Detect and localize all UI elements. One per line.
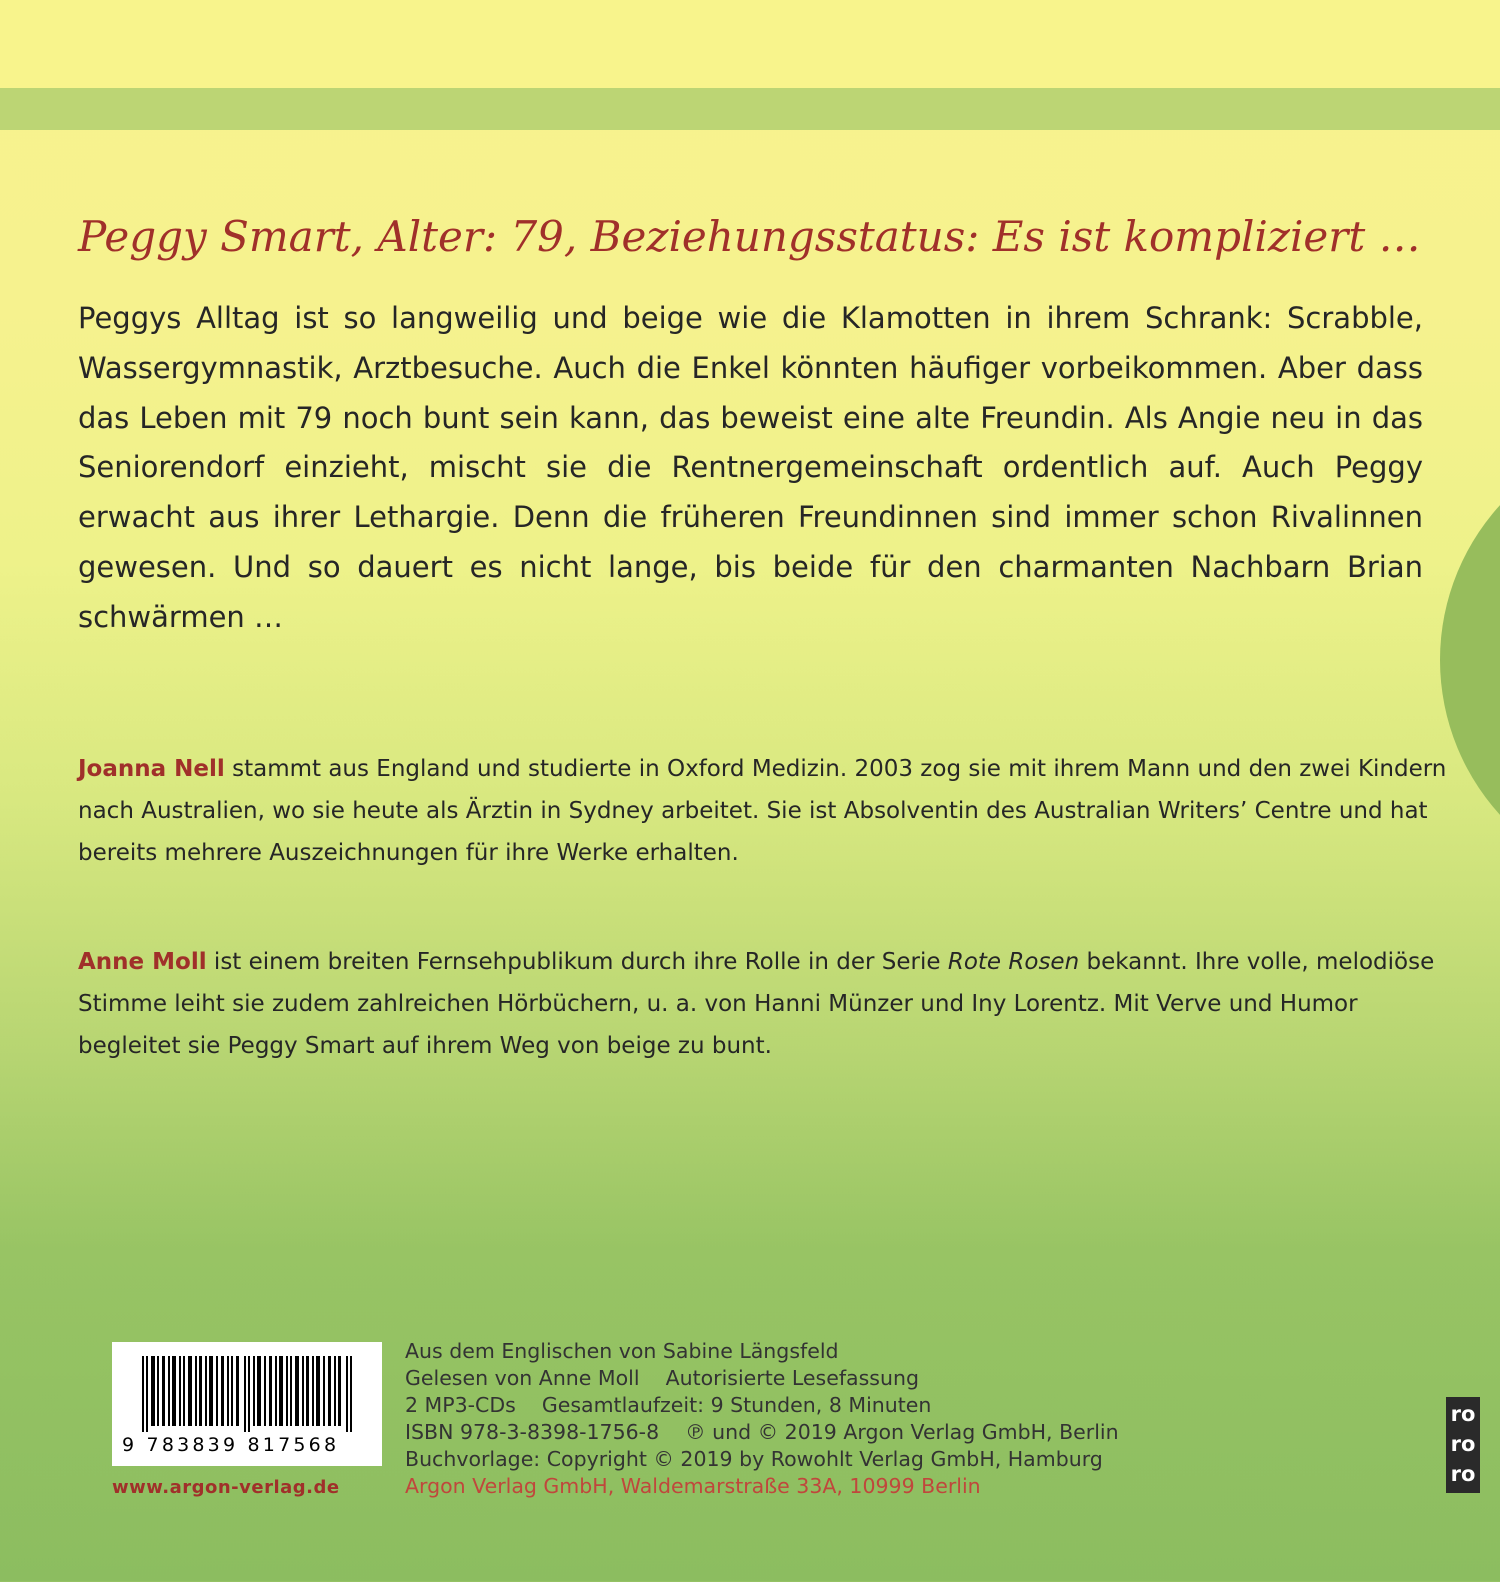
header-stripe: [0, 88, 1500, 130]
cd-disc-graphic: [1440, 430, 1500, 890]
publisher-website[interactable]: www.argon-verlag.de: [112, 1477, 340, 1498]
credit-isbn: ISBN 978-3-8398-1756-8: [405, 1420, 660, 1444]
narrator-bio: [78, 941, 1448, 1067]
credit-isbn-line: [405, 1419, 1415, 1446]
headline: Peggy Smart, Alter: 79, Beziehungsstatus: Es ist kompliziert …: [78, 212, 1421, 261]
barcode: [112, 1342, 382, 1466]
barcode-bars: [142, 1356, 354, 1432]
credit-reader: Gelesen von Anne Moll: [405, 1366, 640, 1390]
credit-edition: Autorisierte Lesefassung: [665, 1366, 919, 1390]
logo-letters-1: ro: [1450, 1402, 1476, 1426]
credit-address: Argon Verlag GmbH, Waldemarstraße 33A, 10999 Berlin: [405, 1474, 981, 1498]
credit-format-line: [405, 1392, 1415, 1419]
rororo-logo: [1446, 1397, 1480, 1493]
top-band: [0, 0, 1500, 88]
author-bio: [78, 748, 1448, 874]
barcode-digits: 9 783839 817568: [122, 1434, 340, 1456]
logo-letters-3: ro: [1450, 1462, 1476, 1486]
credit-reader-line: [405, 1365, 1415, 1392]
credit-source: Buchvorlage: Copyright © 2019 by Rowohlt Verlag GmbH, Hamburg: [405, 1447, 1103, 1471]
logo-letters-2: ro: [1450, 1432, 1476, 1456]
blurb-text: Peggys Alltag ist so langweilig und beige wie die Klamotten in ihrem Schrank: Scrabble, Wassergymnastik, Arztbesuche. Auch die Enkel könnten häufiger vorbeikommen. Aber dass das Leben mit 79 noch bunt sein kann, das beweist eine alte Freundin. Als Angie neu in das Seniorendorf einzieht, mischt sie die Rentnergemeinschaft ordentlich auf. Auch Peggy erwacht aus ihrer Lethargie. Denn die früheren Freundinnen sind immer schon Rivalinnen gewesen. Und so dauert es nicht lange, bis beide für den charmanten Nachbarn Brian schwärmen …: [78, 301, 1423, 634]
narrator-bio-text-before: ist einem breiten Fernsehpublikum durch ihre Rolle in der Serie: [206, 949, 948, 975]
author-name: Joanna Nell: [78, 756, 225, 782]
credit-runtime: Gesamtlaufzeit: 9 Stunden, 8 Minuten: [541, 1393, 932, 1417]
credit-copyright: ℗ und © 2019 Argon Verlag GmbH, Berlin: [685, 1420, 1119, 1444]
author-bio-text: stammt aus England und studierte in Oxford Medizin. 2003 zog sie mit ihrem Mann und den zwei Kindern nach Australien, wo sie heute als Ärztin in Sydney arbeitet. Sie ist Absolventin des Australian Writers’ Centre und hat bereits mehrere Auszeichnungen für ihre Werke erhalten.: [78, 756, 1447, 866]
series-title: Rote Rosen: [947, 949, 1080, 975]
credits-block: [405, 1338, 1415, 1500]
narrator-bio-text-after: bekannt. Ihre volle, melodiöse Stimme leiht sie zudem zahlreichen Hörbüchern, u. a. von Hanni Münzer und Iny Lorentz. Mit Verve und Humor begleitet sie Peggy Smart auf ihrem Weg von beige zu bunt.: [78, 949, 1435, 1059]
credit-format: 2 MP3-CDs: [405, 1393, 516, 1417]
credit-translation: Aus dem Englischen von Sabine Längsfeld: [405, 1339, 839, 1363]
narrator-name: Anne Moll: [78, 949, 207, 975]
